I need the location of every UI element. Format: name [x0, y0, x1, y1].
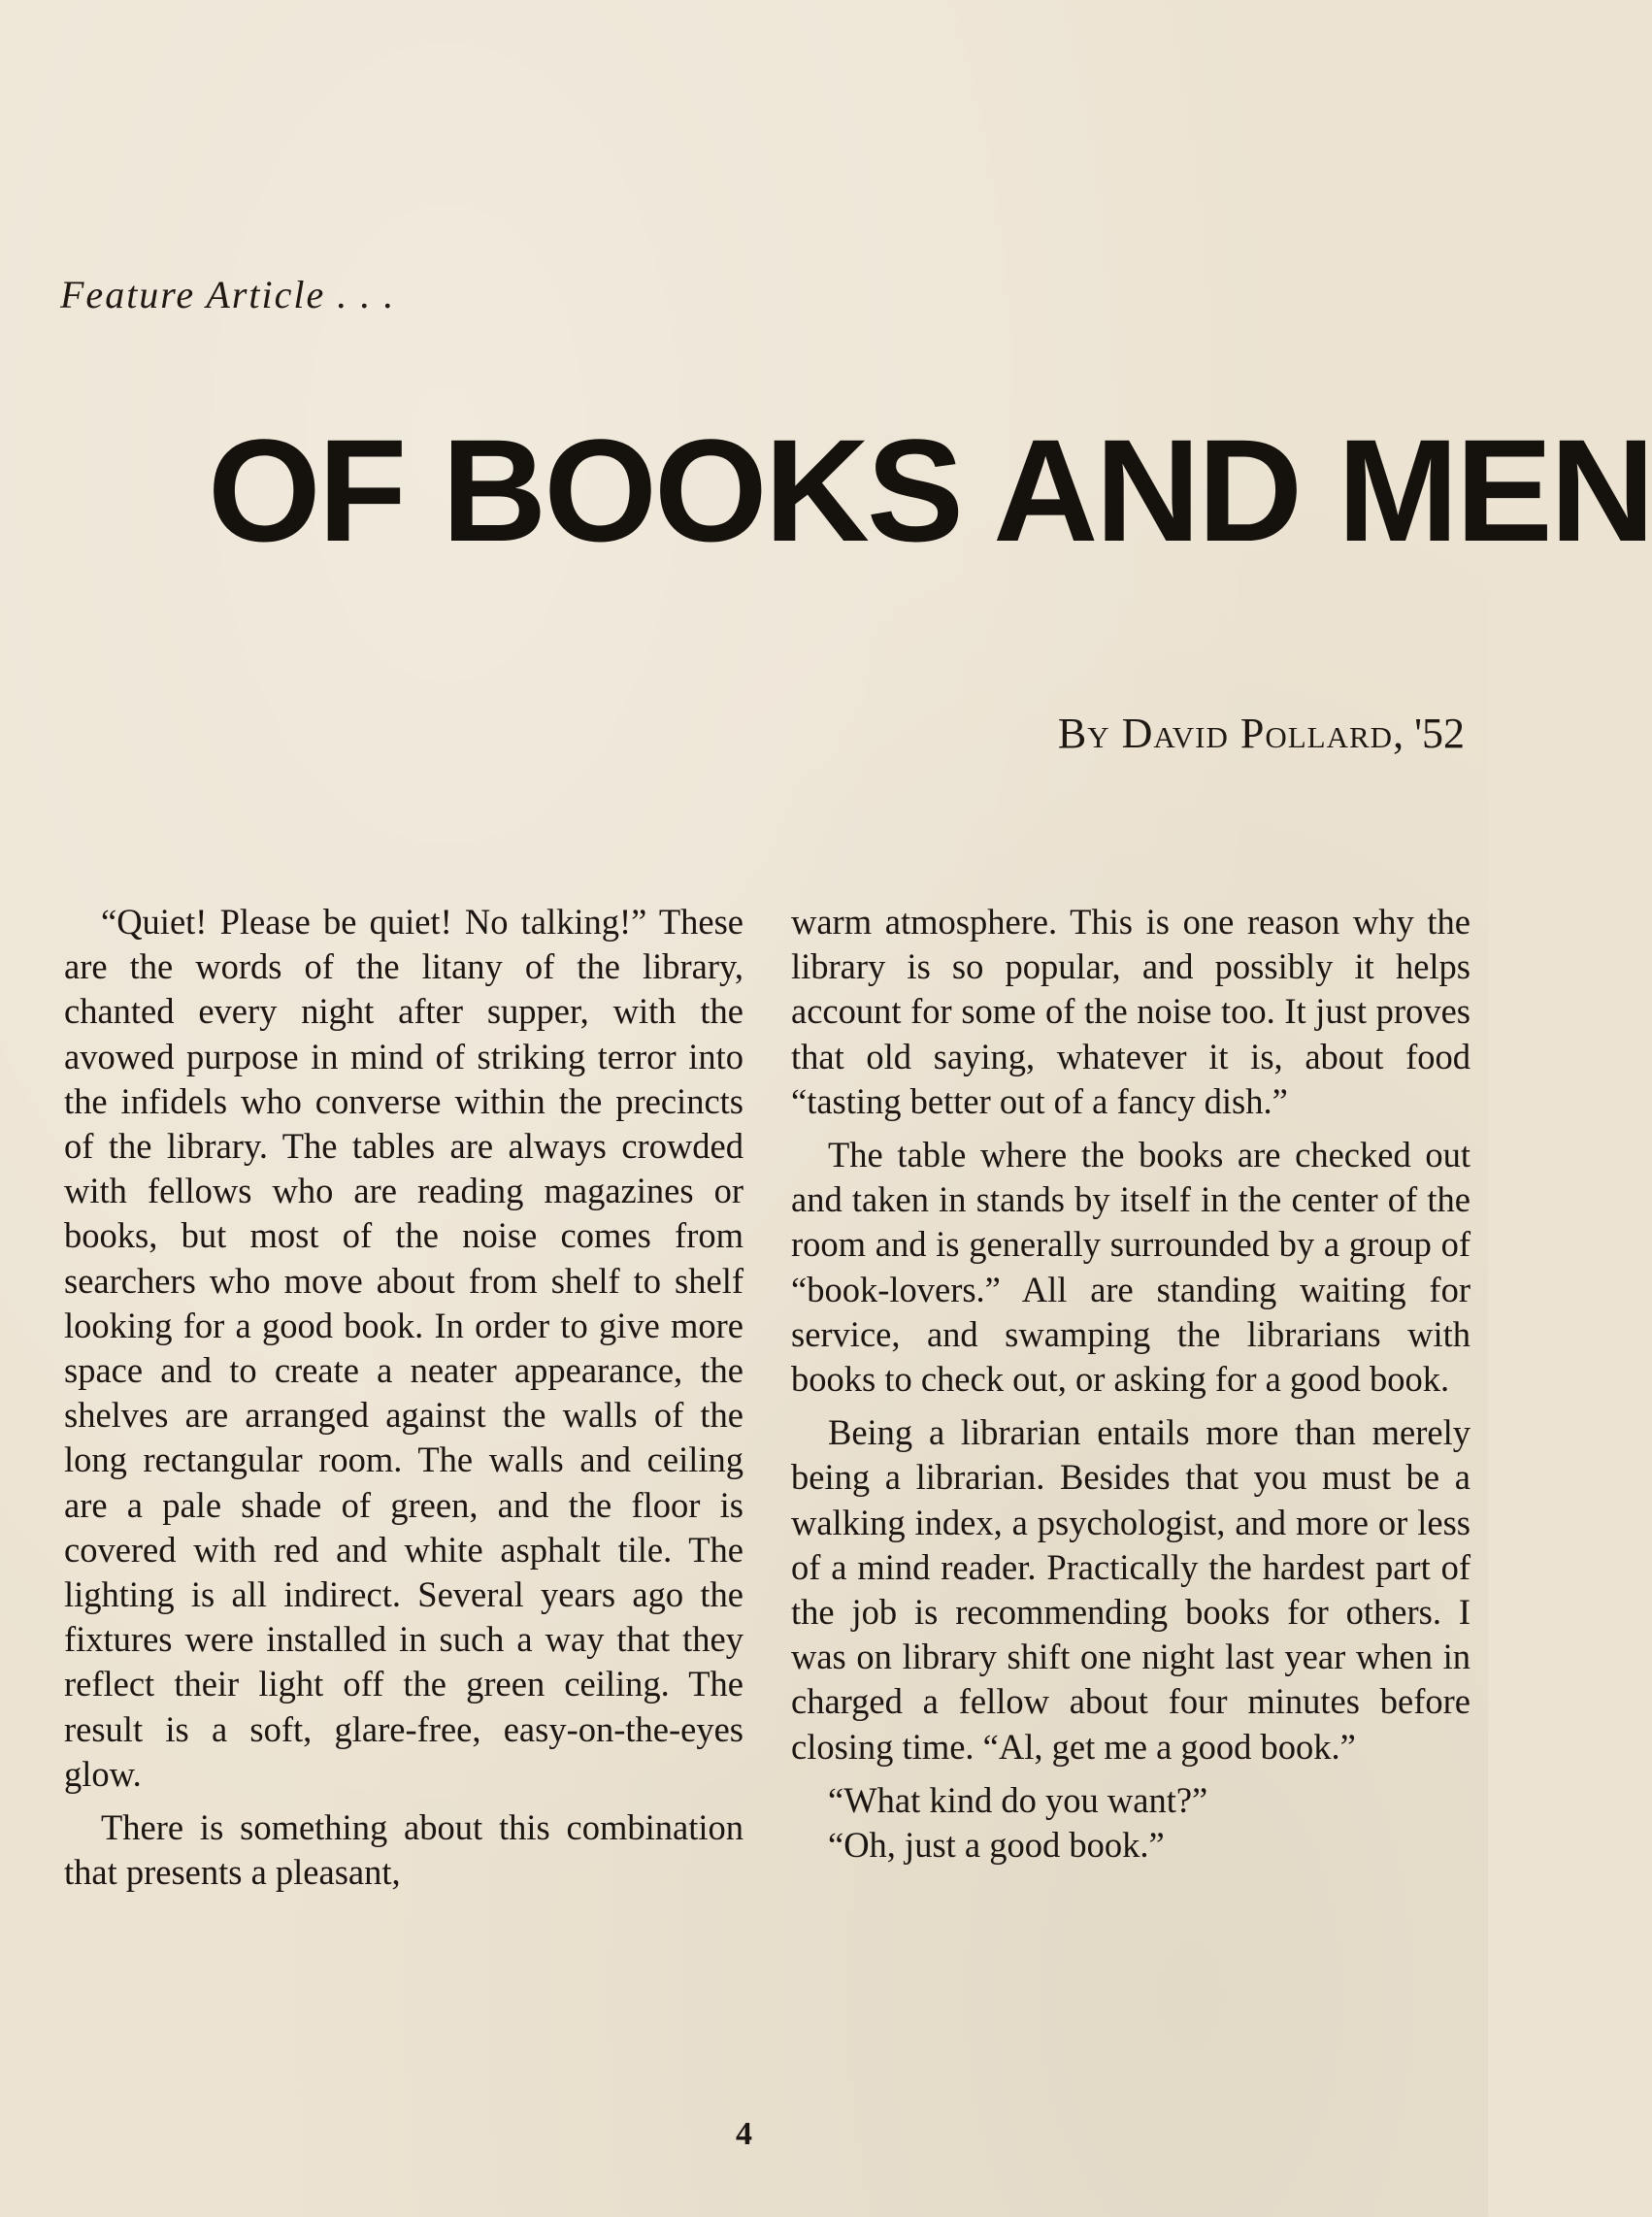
- paragraph: warm atmosphere. This is one reason why the library is so popular, and possibly it helps account for some of the noise too. It just proves that old saying, whatever it is, about food “tasting better out of a fancy dish.”: [791, 902, 1470, 1121]
- article-title: OF BOOKS AND MEN: [208, 409, 1652, 572]
- byline-class-year: , '52: [1393, 710, 1465, 757]
- section-kicker: Feature Article . . .: [60, 273, 396, 316]
- byline: [1058, 709, 1465, 758]
- page-number: 4: [736, 2116, 752, 2152]
- dialog-line: “What kind do you want?”: [828, 1779, 1208, 1820]
- paragraph: There is something about this combination that presents a pleasant,: [64, 1807, 743, 1893]
- bleed-through-text: [408, 194, 1087, 311]
- paragraph: The table where the books are checked out and taken in stands by itself in the center of the room and is generally surrounded by a group of “book-lovers.” All are standing waiting for service, and swamping the librarians with books to check out, or asking for a good book.: [791, 1135, 1470, 1400]
- paragraph: Being a librarian entails more than merely being a librarian. Besides that you must be a walking index, a psychologist, and more or less of a mind reader. Practically the hardest part of the job is recommending books for others. I was on library shift one night last year when in charged a fellow about four minutes before closing time. “Al, get me a good book.”: [791, 1412, 1470, 1767]
- right-column: [791, 900, 1470, 1868]
- left-column: [64, 900, 743, 1903]
- byline-author: By David Pollard: [1057, 710, 1394, 757]
- paragraph: “Quiet! Please be quiet! No talking!” These are the words of the litany of the library, chanted every night after supper, with the avowed purpose in mind of striking terror into the infidels who converse within the precincts of the library. The tables are always crowded with fellows who are reading magazines or books, but most of the noise comes from searchers who move about from shelf to shelf looking for a good book. In order to give more space and to create a neater appearance, the shelves are arranged against the walls of the long rectangular room. The walls and ceiling are a pale shade of green, and the floor is covered with red and white asphalt tile. The lighting is all indirect. Several years ago the fixtures were installed in such a way that they reflect their light off the green ceiling. The result is a soft, glare-free, easy-on-the-eyes glow.: [64, 902, 743, 1794]
- dialog-line: “Oh, just a good book.”: [828, 1825, 1165, 1866]
